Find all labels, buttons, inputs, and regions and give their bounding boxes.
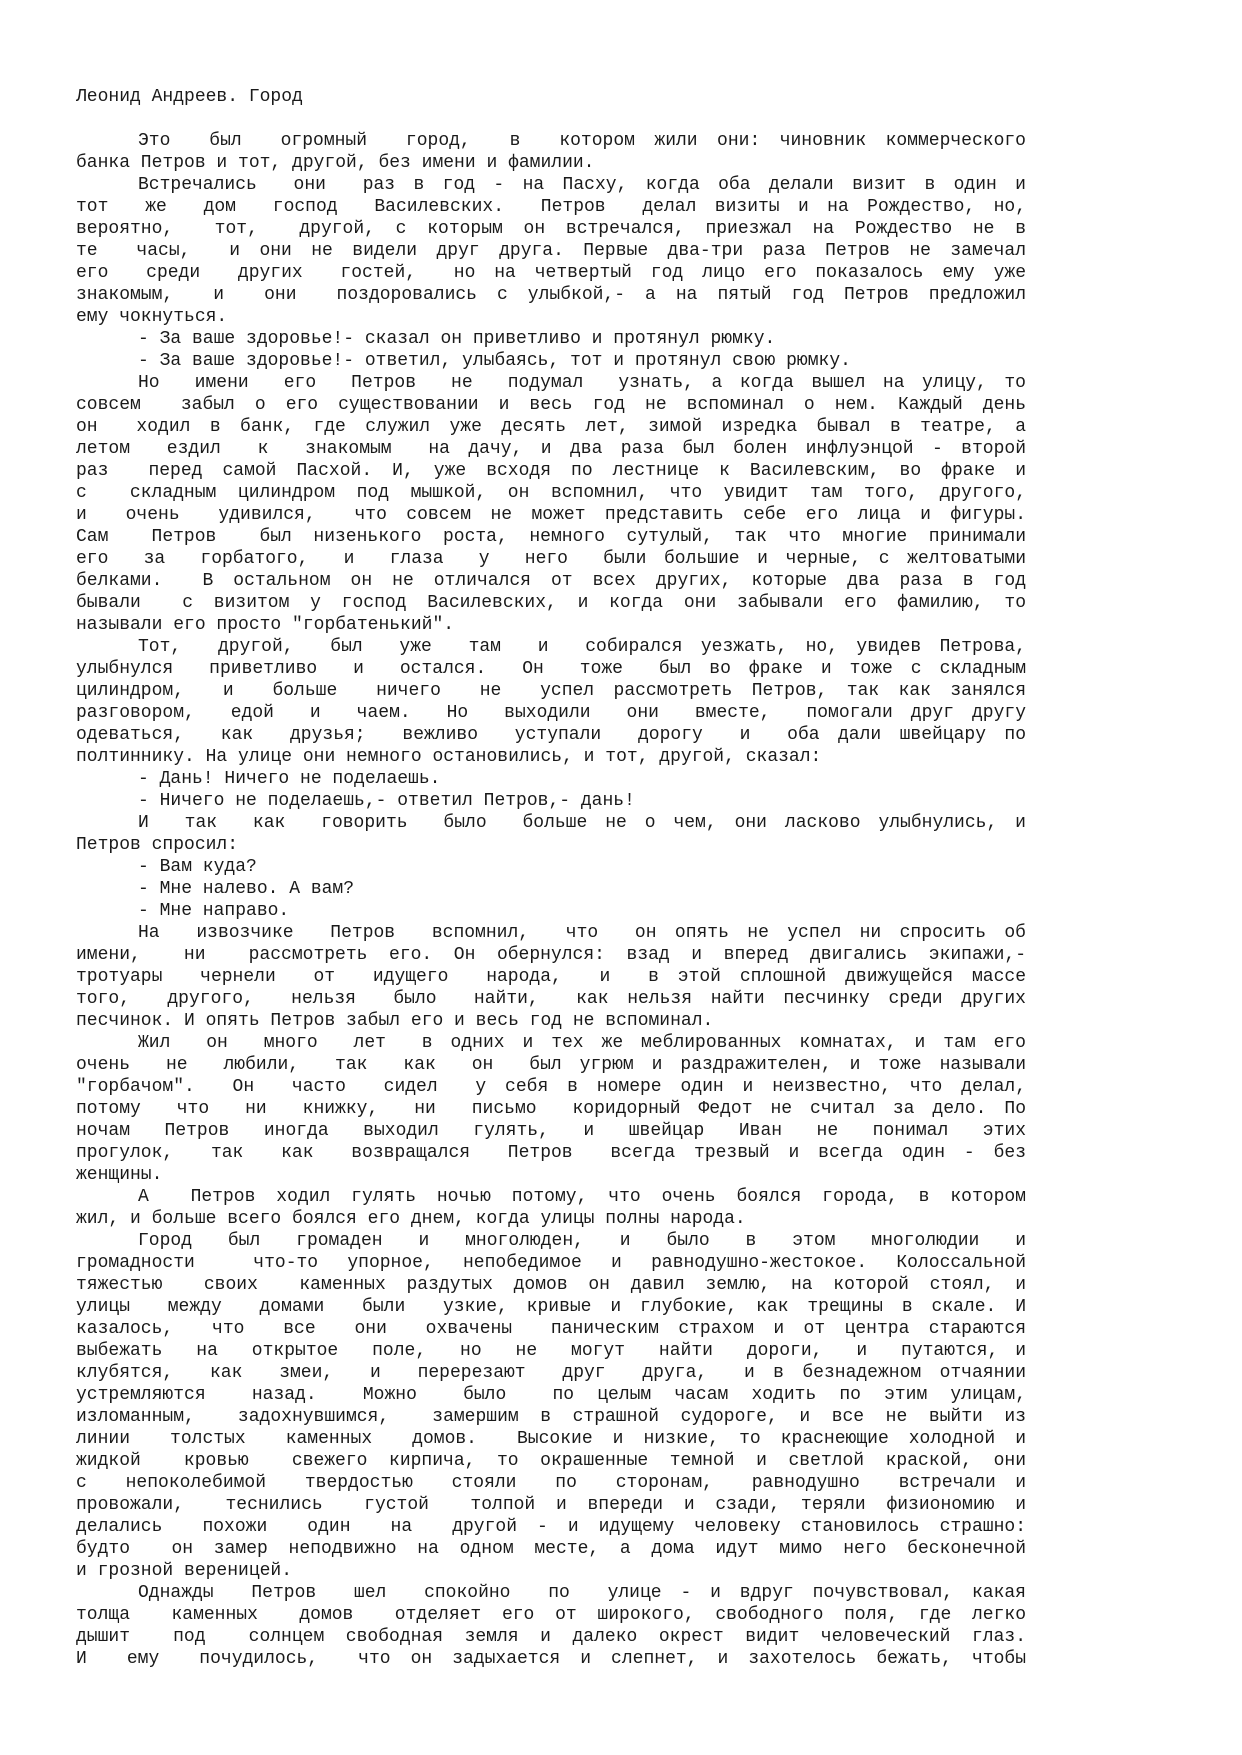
text-line: устремляются назад. Можно было по целым часам ходить по этим улицам, <box>76 1385 1026 1405</box>
text-line: Это был огромный город, в котором жили они: чиновник коммерческого <box>138 131 1026 151</box>
text-line: вероятно, тот, другой, с которым он встречался, приезжал на Рождество не в <box>76 219 1026 239</box>
text-line: с непоколебимой твердостью стояли по сторонам, равнодушно встречали и <box>76 1473 1026 1493</box>
document-body <box>76 130 1026 1670</box>
text-line: песчинок. И опять Петров забыл его и весь год не вспоминал. <box>76 1011 714 1031</box>
text-line: его за горбатого, и глаза у него были большие и черные, с желтоватыми <box>76 549 1026 569</box>
text-line: банка Петров и тот, другой, без имени и фамилии. <box>76 153 595 173</box>
text-line: Тот, другой, был уже там и собирался уезжать, но, увидев Петрова, <box>138 637 1026 657</box>
text-line: громадности что-то упорное, непобедимое и равнодушно-жестокое. Колоссальной <box>76 1253 1026 1273</box>
text-line: ему чокнуться. <box>76 307 228 327</box>
text-line: женщины. <box>76 1165 163 1185</box>
text-line: летом ездил к знакомым на дачу, и два раза был болен инфлуэнцой - второй <box>76 439 1026 459</box>
text-line: толща каменных домов отделяет его от широкого, свободного поля, где легко <box>76 1605 1026 1625</box>
document-page <box>76 86 1026 1670</box>
text-line: с складным цилиндром под мышкой, он вспомнил, что увидит там того, другого, <box>76 483 1026 503</box>
text-line: того, другого, нельзя было найти, как нельзя найти песчинку среди других <box>76 989 1026 1009</box>
text-line: - Ничего не поделаешь,- ответил Петров,- дань! <box>138 791 635 811</box>
text-line: Но имени его Петров не подумал узнать, а когда вышел на улицу, то <box>138 373 1026 393</box>
text-line: потому что ни книжку, ни письмо коридорный Федот не считал за дело. По <box>76 1099 1026 1119</box>
text-line: и очень удивился, что совсем не может представить себе его лица и фигуры. <box>76 505 1026 525</box>
text-line: Сам Петров был низенького роста, немного сутулый, так что многие принимали <box>76 527 1026 547</box>
text-line: провожали, теснились густой толпой и впереди и сзади, теряли физиономию и <box>76 1495 1026 1515</box>
text-line: тротуары чернели от идущего народа, и в этой сплошной движущейся массе <box>76 967 1026 987</box>
text-line: улыбнулся приветливо и остался. Он тоже был во фраке и тоже с складным <box>76 659 1026 679</box>
text-line: жидкой кровью свежего кирпича, то окрашенные темной и светлой краской, они <box>76 1451 1026 1471</box>
text-line: "горбачом". Он часто сидел у себя в номере один и неизвестно, что делал, <box>76 1077 1026 1097</box>
text-line: Петров спросил: <box>76 835 239 855</box>
text-line: называли его просто "горбатенький". <box>76 615 455 635</box>
text-line: цилиндром, и больше ничего не успел рассмотреть Петров, так как занялся <box>76 681 1026 701</box>
text-line: совсем забыл о его существовании и весь год не вспоминал о нем. Каждый день <box>76 395 1026 415</box>
text-line: Встречались они раз в год - на Пасху, когда оба делали визит в один и <box>138 175 1026 195</box>
text-line: он ходил в банк, где служил уже десять лет, зимой изредка бывал в театре, а <box>76 417 1026 437</box>
text-line: бывали с визитом у господ Василевских, и когда они забывали его фамилию, то <box>76 593 1026 613</box>
text-line: делались похожи один на другой - и идущему человеку становилось страшно: <box>76 1517 1026 1537</box>
text-line: - За ваше здоровье!- ответил, улыбаясь, тот и протянул свою рюмку. <box>138 351 851 371</box>
text-line: тот же дом господ Василевских. Петров делал визиты и на Рождество, но, <box>76 197 1026 217</box>
text-line: дышит под солнцем свободная земля и далеко окрест видит человеческий глаз. <box>76 1627 1026 1647</box>
text-line: тяжестью своих каменных раздутых домов он давил землю, на которой стоял, и <box>76 1275 1026 1295</box>
text-line: - Мне налево. А вам? <box>138 879 355 899</box>
text-line: очень не любили, так как он был угрюм и раздражителен, и тоже называли <box>76 1055 1026 1075</box>
text-line: одеваться, как друзья; вежливо уступали дорогу и оба дали швейцару по <box>76 725 1026 745</box>
text-line: клубятся, как змеи, и перерезают друг друга, и в безнадежном отчаянии <box>76 1363 1026 1383</box>
text-line: И ему почудилось, что он задыхается и слепнет, и захотелось бежать, чтобы <box>76 1649 1026 1669</box>
text-line: изломанным, задохнувшимся, замершим в страшной судороге, и все не выйти из <box>76 1407 1026 1427</box>
text-line: белками. В остальном он не отличался от всех других, которые два раза в год <box>76 571 1026 591</box>
text-line: имени, ни рассмотреть его. Он обернулся: взад и вперед двигались экипажи,- <box>76 945 1026 965</box>
text-line: полтиннику. На улице они немного остановились, и тот, другой, сказал: <box>76 747 822 767</box>
text-line: улицы между домами были узкие, кривые и глубокие, как трещины в скале. И <box>76 1297 1026 1317</box>
text-line: выбежать на открытое поле, но не могут найти дороги, и путаются, и <box>76 1341 1026 1361</box>
text-line: линии толстых каменных домов. Высокие и низкие, то краснеющие холодной и <box>76 1429 1026 1449</box>
text-line: будто он замер неподвижно на одном месте, а дома идут мимо него бесконечной <box>76 1539 1026 1559</box>
text-line: - Мне направо. <box>138 901 290 921</box>
text-line: Жил он много лет в одних и тех же меблированных комнатах, и там его <box>138 1033 1026 1053</box>
text-line: прогулок, так как возвращался Петров всегда трезвый и всегда один - без <box>76 1143 1026 1163</box>
text-line: Однажды Петров шел спокойно по улице - и вдруг почувствовал, какая <box>138 1583 1026 1603</box>
text-line: знакомым, и они поздоровались с улыбкой,- а на пятый год Петров предложил <box>76 285 1026 305</box>
text-line: раз перед самой Пасхой. И, уже всходя по лестнице к Василевским, во фраке и <box>76 461 1026 481</box>
text-line: - Дань! Ничего не поделаешь. <box>138 769 441 789</box>
text-line: А Петров ходил гулять ночью потому, что очень боялся города, в котором <box>138 1187 1026 1207</box>
text-line: Город был громаден и многолюден, и было в этом многолюдии и <box>138 1231 1026 1251</box>
text-line: И так как говорить было больше не о чем, они ласково улыбнулись, и <box>138 813 1026 833</box>
text-line: казалось, что все они охвачены паническим страхом и от центра стараются <box>76 1319 1026 1339</box>
text-line: На извозчике Петров вспомнил, что он опять не успел ни спросить об <box>138 923 1026 943</box>
text-line: разговором, едой и чаем. Но выходили они вместе, помогали друг другу <box>76 703 1026 723</box>
text-line: - Вам куда? <box>138 857 257 877</box>
text-line: и грозной вереницей. <box>76 1561 293 1581</box>
text-line: - За ваше здоровье!- сказал он приветливо и протянул рюмку. <box>138 329 776 349</box>
text-line: те часы, и они не видели друг друга. Первые два-три раза Петров не замечал <box>76 241 1026 261</box>
text-line: жил, и больше всего боялся его днем, когда улицы полны народа. <box>76 1209 746 1229</box>
document-title: Леонид Андреев. Город <box>76 87 303 107</box>
text-line: ночам Петров иногда выходил гулять, и швейцар Иван не понимал этих <box>76 1121 1026 1141</box>
text-line: его среди других гостей, но на четвертый год лицо его показалось ему уже <box>76 263 1026 283</box>
